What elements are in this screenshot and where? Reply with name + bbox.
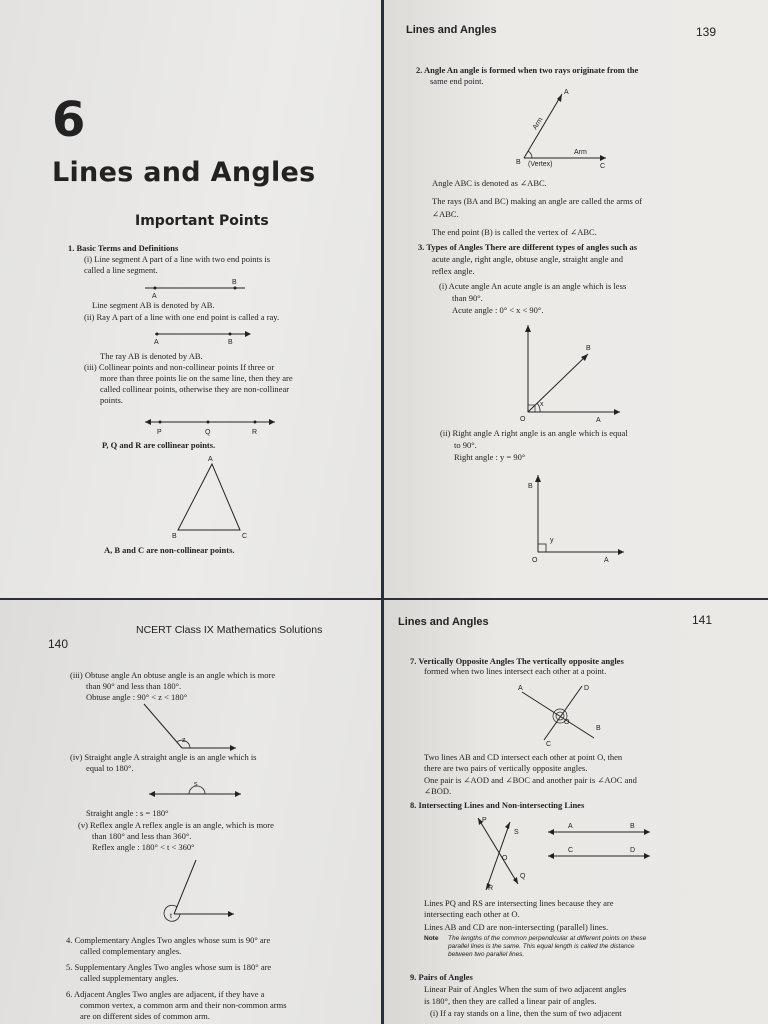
label-a: A (518, 685, 523, 692)
reflex-angle-figure (160, 856, 240, 931)
parallel-note: Lines AB and CD are non-intersecting (parallel) lines. (424, 922, 609, 932)
vertically-opposite-1: 7. Vertically Opposite Angles The vertically opposite angles (410, 656, 624, 666)
label-a: A (208, 456, 213, 463)
label-p: P (157, 429, 162, 436)
label-b: B (172, 533, 177, 540)
right-angle-def-2: to 90°. (454, 440, 477, 450)
reflex-def-2: than 180° and less than 360°. (92, 831, 192, 841)
label-d: D (584, 685, 590, 692)
pairs-of-angles-heading: 9. Pairs of Angles (410, 972, 473, 982)
ray-note: The ray AB is denoted by AB. (100, 351, 203, 361)
vertically-opposite-4: there are two pairs of vertically opposite angles. (424, 763, 588, 773)
label-c: C (600, 163, 606, 170)
label-b: B (228, 339, 233, 346)
angle-figure (514, 86, 624, 172)
types-of-angles-3: reflex angle. (432, 266, 475, 276)
label-a: A (568, 823, 573, 830)
label-c: C (242, 533, 248, 540)
label-b: B (516, 159, 521, 166)
label-a: A (596, 417, 601, 424)
label-b: B (630, 823, 635, 830)
page-number: 141 (692, 613, 713, 627)
label-q: Q (205, 429, 211, 436)
label-o: O (564, 719, 570, 726)
supplementary-def-2: called supplementary angles. (80, 973, 179, 983)
label-z: z (182, 737, 186, 744)
label-d: D (630, 847, 636, 854)
note-text-3: between two parallel lines. (448, 951, 525, 958)
supplementary-def-1: 5. Supplementary Angles Two angles whose sum is 180° are (66, 962, 272, 972)
arm-label: Arm (531, 116, 545, 132)
vertically-opposite-3: Two lines AB and CD intersect each other at point O, then (424, 752, 623, 762)
collinear-def-3: called collinear points, otherwise they are non-collinear (100, 384, 290, 394)
noncollinear-note: A, B and C are non-collinear points. (104, 545, 235, 555)
label-p: P (482, 817, 487, 824)
label-c: C (546, 741, 552, 748)
label-b: B (596, 725, 601, 732)
running-title: Lines and Angles (398, 616, 489, 628)
complementary-def-2: called complementary angles. (80, 946, 182, 956)
linear-pair-3: (i) If a ray stands on a line, then the sum of two adjacent (430, 1008, 622, 1018)
page-141 (384, 600, 768, 1024)
triangle-figure (170, 452, 260, 542)
label-s: s (194, 781, 198, 788)
note-label: Note (424, 935, 439, 942)
label-y: y (550, 537, 554, 544)
intersecting-lines-heading: 8. Intersecting Lines and Non-intersecting Lines (410, 800, 585, 810)
vertically-opposite-5: One pair is ∠AOD and ∠BOC and another pair is ∠AOC and (424, 775, 637, 785)
label-a: A (154, 339, 159, 346)
label-s: S (514, 829, 519, 836)
angle-def-1: 2. Angle An angle is formed when two rays originate from the (416, 65, 639, 75)
chapter-number: 6 (52, 92, 86, 148)
adjacent-def-3: are on different sides of common arm. (80, 1011, 210, 1021)
running-title: Lines and Angles (406, 24, 497, 36)
vertically-opposite-6: ∠BOD. (424, 786, 452, 796)
page-138 (0, 0, 381, 598)
acute-angle-figure (514, 320, 634, 430)
line-segment-figure (140, 280, 250, 300)
label-b: B (586, 345, 591, 352)
label-a: A (604, 557, 609, 564)
page-139 (384, 0, 768, 598)
note-text-1: The lengths of the common perpendicular at different points on these (448, 935, 647, 942)
label-o: O (502, 855, 508, 862)
adjacent-def-2: common vertex, a common arm and their non-common arms (80, 1000, 287, 1010)
label-x: x (540, 401, 544, 408)
intersecting-note-2: intersecting each other at O. (424, 909, 520, 919)
collinear-note: P, Q and R are collinear points. (102, 440, 216, 450)
linear-pair-1: Linear Pair of Angles When the sum of two adjacent angles (424, 984, 627, 994)
obtuse-def-2: than 90° and less than 180°. (86, 681, 182, 691)
right-angle-def-1: (ii) Right angle A right angle is an angle which is equal (440, 428, 628, 438)
right-angle-def-3: Right angle : y = 90° (454, 452, 526, 462)
label-c: C (568, 847, 574, 854)
linear-pair-2: is 180°, then they are called a linear pair of angles. (424, 996, 597, 1006)
intersecting-lines-figure (464, 812, 534, 892)
rays-note-2: ∠ABC. (432, 209, 459, 219)
label-r: R (488, 885, 494, 892)
collinear-def-4: points. (100, 395, 123, 405)
note-text-2: parallel lines is the same. This equal length is called the distance (448, 943, 635, 950)
vertically-opposite-2: formed when two lines intersect each other at a point. (424, 666, 607, 676)
label-o: O (532, 557, 538, 564)
straight-def-1: (iv) Straight angle A straight angle is an angle which is (70, 752, 257, 762)
acute-def-1: (i) Acute angle An acute angle is an angle which is less (439, 281, 627, 291)
angle-note: Angle ABC is denoted as ∠ABC. (432, 178, 547, 188)
complementary-def-1: 4. Complementary Angles Two angles whose sum is 90° are (66, 935, 271, 945)
running-title: NCERT Class IX Mathematics Solutions (136, 624, 323, 636)
line-segment-def: (i) Line segment A part of a line with two end points is (84, 254, 271, 264)
adjacent-def-1: 6. Adjacent Angles Two angles are adjacent, if they have a (66, 989, 265, 999)
chapter-title: Lines and Angles (52, 157, 316, 188)
types-of-angles-1: 3. Types of Angles There are different types of angles such as (418, 242, 638, 252)
label-o: O (520, 416, 526, 423)
label-t: t (170, 913, 172, 920)
ray-def: (ii) Ray A part of a line with one end point is called a ray. (84, 312, 280, 322)
vertex-label: (Vertex) (528, 161, 553, 168)
straight-angle-figure (145, 778, 245, 804)
straight-def-2: equal to 180°. (86, 763, 134, 773)
parallel-lines-figure (544, 820, 654, 860)
vertically-opposite-figure (514, 678, 604, 748)
ray-figure (145, 326, 255, 346)
label-a: A (564, 89, 569, 96)
intersecting-note-1: Lines PQ and RS are intersecting lines because they are (424, 898, 614, 908)
obtuse-def-1: (iii) Obtuse angle An obtuse angle is an angle which is more (70, 670, 276, 680)
types-of-angles-2: acute angle, right angle, obtuse angle, straight angle and (432, 254, 623, 264)
page-number: 139 (696, 25, 717, 39)
label-a: A (152, 293, 157, 300)
obtuse-def-3: Obtuse angle : 90° < z < 180° (86, 692, 188, 702)
page-140 (0, 600, 381, 1024)
important-points-heading: Important Points (135, 213, 269, 229)
acute-def-3: Acute angle : 0° < x < 90°. (452, 305, 544, 315)
obtuse-angle-figure (140, 700, 240, 755)
label-q: Q (520, 873, 526, 880)
line-segment-def-2: called a line segment. (84, 265, 158, 275)
label-r: R (252, 429, 258, 436)
collinear-figure (140, 414, 280, 438)
section-1-heading: 1. Basic Terms and Definitions (68, 243, 179, 253)
straight-def-3: Straight angle : s = 180° (86, 808, 169, 818)
label-b: B (232, 279, 237, 286)
line-segment-note: Line segment AB is denoted by AB. (92, 300, 215, 310)
arm-label: Arm (574, 149, 587, 156)
label-b: B (528, 483, 533, 490)
collinear-def-2: more than three points lie on the same line, then they are (100, 373, 293, 383)
rays-note-1: The rays (BA and BC) making an angle are called the arms of (432, 196, 643, 206)
acute-def-2: than 90°. (452, 293, 483, 303)
page-number: 140 (48, 637, 69, 651)
reflex-def-1: (v) Reflex angle A reflex angle is an angle, which is more (78, 820, 274, 830)
right-angle-figure (524, 470, 634, 570)
endpoint-note: The end point (B) is called the vertex of ∠ABC. (432, 227, 597, 237)
angle-def-2: same end point. (430, 76, 484, 86)
reflex-def-3: Reflex angle : 180° < t < 360° (92, 842, 195, 852)
collinear-def-1: (iii) Collinear points and non-collinear points If three or (84, 362, 275, 372)
